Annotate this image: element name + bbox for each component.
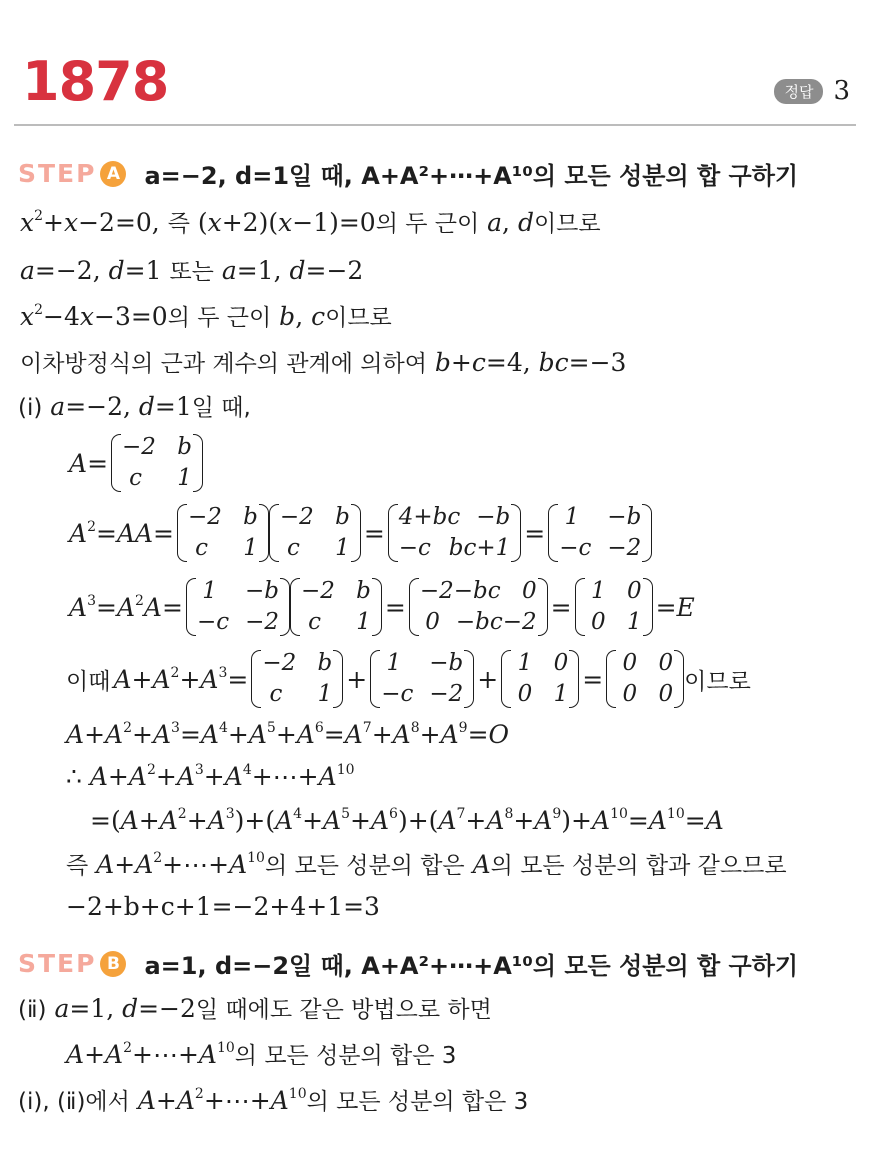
matrix-a-line: A= −2 b c 1	[66, 432, 203, 494]
step-b-heading	[18, 946, 798, 981]
equation-line-3: $x^2-4x-3=0$의 두 근이 b, c이므로	[20, 302, 392, 331]
step-label: STEP	[18, 159, 97, 188]
final-line: (ⅰ), (ⅱ)에서 $A+A^2+\cdots+A^{10}$의 모든 성분의 합은 3	[18, 1086, 529, 1115]
step-label: STEP	[18, 949, 97, 978]
result-line-1: −2+b+c+1=−2+4+1=3	[66, 892, 380, 921]
matrix-a3-line: $A^3=A^2A=$ 1 −b −c −2 −2 b c 1 = −2−bc 0 0 −bc−2 = 1 0 0 1 =E	[66, 576, 698, 638]
equation-period-line: $A+A^2+A^3=A^4+A^5+A^6=A^7+A^8+A^9=O$	[66, 720, 510, 749]
grouping-line: $=(A+A^2+A^3)+(A^4+A^5+A^6)+(A^7+A^8+A^9)+A^{10}=A^{10}=A$	[90, 806, 724, 835]
step-b-title: a=1, d=−2일 때, A+A²+⋯+A¹⁰의 모든 성분의 합 구하기	[144, 952, 799, 980]
sum-equivalence-line: 즉 $A+A^2+\cdots+A^{10}$의 모든 성분의 합은 A의 모든 성분의 합과 같으므로	[66, 850, 787, 879]
equation-line-4: 이차방정식의 근과 계수의 관계에 의하여 b+c=4, bc=−3	[20, 348, 627, 377]
step-b-badge-icon: B	[100, 951, 126, 977]
step-a-badge-icon: A	[100, 161, 126, 187]
matrix-a: −2 b c 1	[111, 432, 203, 494]
answer-value: 3	[833, 76, 850, 106]
therefore-line: ∴ $A+A^2+A^3+A^4+\cdots+A^{10}$	[66, 762, 355, 791]
answer-badge: 정답	[774, 79, 823, 104]
step-a-heading	[18, 156, 798, 191]
matrix-a2-line: $A^2=AA=$ −2 b c 1 −2 b c 1 = 4+bc −b −c bc+1 = 1 −b −c −2	[66, 502, 652, 564]
case-2-sum-line: $A+A^2+\cdots+A^{10}$의 모든 성분의 합은 3	[66, 1040, 457, 1069]
step-a-title: a=−2, d=1일 때, A+A²+⋯+A¹⁰의 모든 성분의 합 구하기	[144, 162, 799, 190]
equation-line-2: a=−2, d=1 또는 a=1, d=−2	[20, 256, 364, 285]
equation-line-1: $x^2+x-2=0$, 즉 (x+2)(x−1)=0의 두 근이 a, d이므로	[20, 208, 601, 237]
case-1-line: (ⅰ) a=−2, d=1일 때,	[18, 392, 251, 421]
answer-area	[774, 76, 850, 106]
header-divider	[14, 124, 856, 126]
matrix-sum-line: 이때 $A+A^2+A^3=$ −2 b c 1 + 1 −b −c −2 + 1 0 0 1 = 0 0 0 0 이므로	[66, 648, 751, 710]
problem-number: 1878	[22, 50, 169, 113]
case-2-line: (ⅱ) a=1, d=−2일 때에도 같은 방법으로 하면	[18, 994, 492, 1023]
